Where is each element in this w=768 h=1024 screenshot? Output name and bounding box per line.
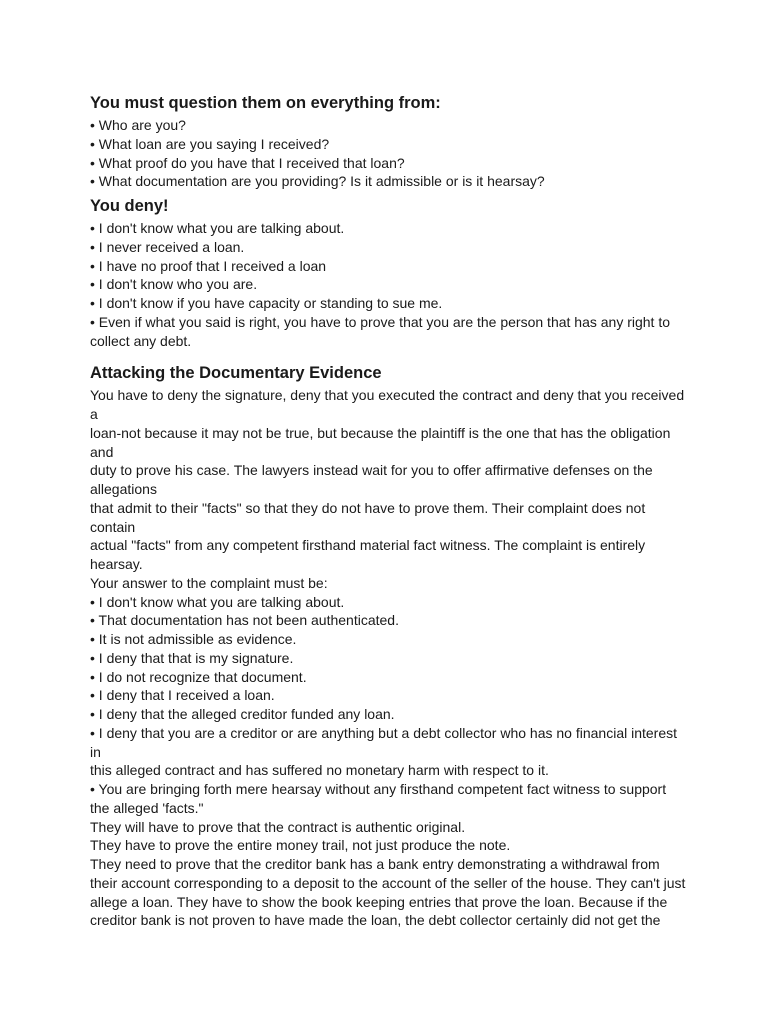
deny-list — [90, 219, 690, 350]
list-item: • You are bringing forth mere hearsay without any firsthand competent fact witness to support — [90, 781, 667, 797]
list-item: • That documentation has not been authenticated. — [90, 612, 399, 629]
body-line: that admit to their "facts" so that they do not have to prove them. Their complaint does not — [90, 499, 646, 516]
documentary-evidence-body — [90, 386, 690, 930]
list-item: • I deny that I received a loan. — [90, 687, 275, 704]
list-item: collect any debt. — [90, 332, 192, 349]
body-line: They have to prove the entire money trail, not just produce the note. — [90, 837, 511, 854]
list-item: • I deny that that is my signature. — [90, 649, 294, 666]
section-heading-documentary-evidence: Attacking the Documentary Evidence — [90, 364, 382, 383]
body-line: allegations — [90, 481, 157, 497]
body-line: hearsay. — [90, 556, 143, 572]
body-line: loan-not because it may not be true, but because the plaintiff is the one that has the obligation — [90, 424, 671, 441]
list-item: • I never received a loan. — [90, 238, 245, 255]
body-line: a — [90, 406, 98, 422]
body-line: contain — [90, 518, 136, 535]
list-item: • I don't know who you are. — [90, 276, 258, 293]
body-line: creditor bank is not proven to have made the loan, the debt collector certainly did not get the — [90, 912, 661, 929]
body-line: this alleged contract and has suffered no monetary harm with respect to it. — [90, 762, 549, 779]
body-line: They will have to prove that the contract is authentic original. — [90, 818, 466, 835]
body-line: in — [90, 743, 101, 760]
list-item: • I deny that you are a creditor or are anything but a debt collector who has no financial interest — [90, 724, 678, 741]
list-item: • I don't know what you are talking about. — [90, 593, 345, 610]
body-line: allege a loan. They have to show the book keeping entries that prove the loan. Because if the — [90, 893, 668, 910]
document-page — [90, 92, 690, 930]
list-item: • I don't know what you are talking about. — [90, 220, 345, 236]
section-heading-deny: You deny! — [90, 197, 169, 215]
list-item: • Even if what you said is right, you have to prove that you are the person that has any right to — [90, 313, 671, 330]
list-item: • I don't know if you have capacity or standing to sue me. — [90, 295, 443, 311]
section-heading-question: You must question them on everything from: — [90, 94, 441, 112]
question-list — [90, 116, 690, 191]
list-item: • Who are you? — [90, 117, 186, 133]
list-item: • What proof do you have that I received that loan? — [90, 154, 405, 171]
list-item: • I have no proof that I received a loan — [90, 257, 327, 274]
list-item: • It is not admissible as evidence. — [90, 631, 297, 647]
body-line: the alleged 'facts." — [90, 799, 204, 816]
body-line: and — [90, 443, 114, 460]
body-line: duty to prove his case. The lawyers instead wait for you to offer affirmative defenses on the — [90, 462, 653, 479]
body-line: They need to prove that the creditor bank has a bank entry demonstrating a withdrawal from — [90, 856, 660, 872]
body-line: You have to deny the signature, deny that you executed the contract and deny that you received — [90, 387, 685, 404]
list-item: • What documentation are you providing? Is it admissible or is it hearsay? — [90, 173, 545, 190]
list-item: • What loan are you saying I received? — [90, 135, 330, 152]
body-line: their account corresponding to a deposit to the account of the seller of the house. They can't just — [90, 874, 686, 891]
list-item: • I deny that the alleged creditor funded any loan. — [90, 706, 395, 722]
list-item: • I do not recognize that document. — [90, 668, 307, 685]
body-line: actual "facts" from any competent firsthand material fact witness. The complaint is entirely — [90, 537, 646, 554]
body-line: Your answer to the complaint must be: — [90, 574, 328, 591]
